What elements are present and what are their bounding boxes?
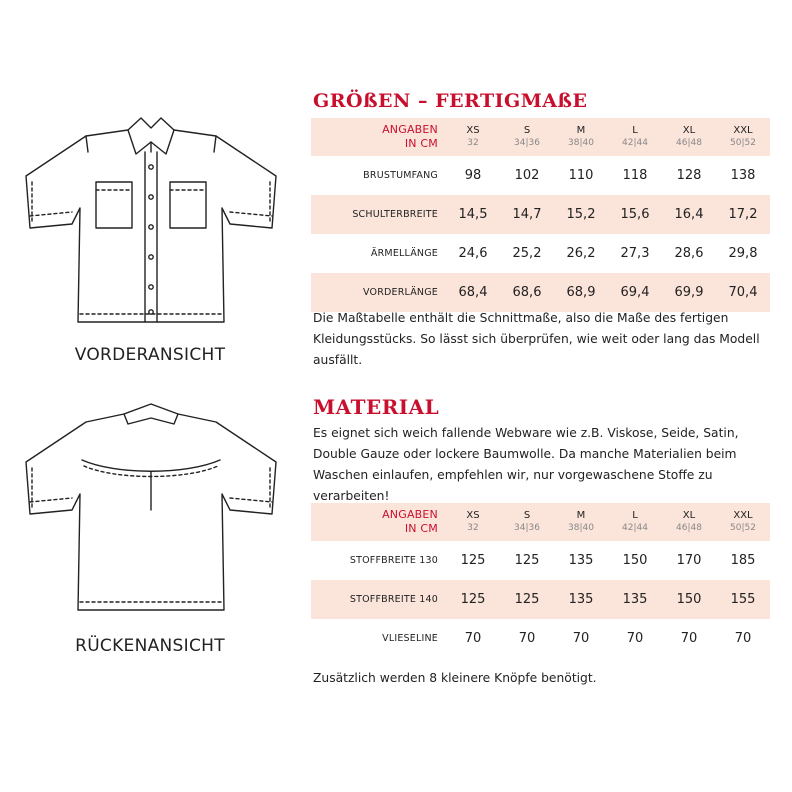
- table-cell: 69,9: [662, 273, 716, 312]
- size-header: XS 32: [446, 503, 500, 541]
- size-header: XL 46|48: [662, 503, 716, 541]
- material-intro: Es eignet sich weich fallende Webware wie z.B. Viskose, Seide, Satin, Double Gauze oder lockere Baumwolle. Da manche Materialien beim Waschen einlaufen, empfehlen wir, nur vorgewaschene Stoffe zu verarbeiten!: [313, 426, 739, 503]
- sizes-heading: GRÖßEN – FERTIGMAßE: [313, 90, 588, 112]
- table-cell: 24,6: [446, 234, 500, 273]
- table-cell: 68,6: [500, 273, 554, 312]
- table-cell: 14,5: [446, 195, 500, 234]
- table-cell: 185: [716, 541, 770, 580]
- table-cell: 28,6: [662, 234, 716, 273]
- row-label: VLIESELINE: [311, 619, 446, 658]
- table-cell: 118: [608, 156, 662, 195]
- table-cell: 29,8: [716, 234, 770, 273]
- header-label-line1: ANGABEN: [382, 123, 438, 136]
- size-header: L 42|44: [608, 503, 662, 541]
- front-view-label: VORDERANSICHT: [74, 345, 226, 365]
- size-header: XS 32: [446, 118, 500, 156]
- table-cell: 98: [446, 156, 500, 195]
- table-cell: 70,4: [716, 273, 770, 312]
- table-cell: 70: [554, 619, 608, 658]
- table-cell: 135: [554, 580, 608, 619]
- header-label-line1: ANGABEN: [382, 508, 438, 521]
- size-header: L 42|44: [608, 118, 662, 156]
- table-cell: 68,9: [554, 273, 608, 312]
- size-header: M 38|40: [554, 118, 608, 156]
- table-cell: 69,4: [608, 273, 662, 312]
- size-header: XXL 50|52: [716, 118, 770, 156]
- material-table: [311, 503, 770, 658]
- table-cell: 15,2: [554, 195, 608, 234]
- table-cell: 70: [662, 619, 716, 658]
- row-label: SCHULTERBREITE: [311, 195, 446, 234]
- table-row: [311, 580, 770, 619]
- header-label: [311, 118, 446, 156]
- table-cell: 25,2: [500, 234, 554, 273]
- size-header: XXL 50|52: [716, 503, 770, 541]
- size-header: S 34|36: [500, 118, 554, 156]
- row-label: STOFFBREITE 140: [311, 580, 446, 619]
- table-cell: 15,6: [608, 195, 662, 234]
- table-row: [311, 195, 770, 234]
- row-label: VORDERLÄNGE: [311, 273, 446, 312]
- back-shirt-illustration: [16, 400, 286, 625]
- table-cell: 17,2: [716, 195, 770, 234]
- table-cell: 155: [716, 580, 770, 619]
- back-view-label: RÜCKENANSICHT: [75, 636, 225, 656]
- table-header-row: [311, 503, 770, 541]
- table-row: [311, 156, 770, 195]
- table-cell: 102: [500, 156, 554, 195]
- size-header: XL 46|48: [662, 118, 716, 156]
- table-cell: 170: [662, 541, 716, 580]
- measurements-note: Die Maßtabelle enthält die Schnittmaße, also die Maße des fertigen Kleidungsstücks. So lässt sich überprüfen, wie weit oder lang das Modell ausfällt.: [313, 311, 760, 367]
- table-cell: 16,4: [662, 195, 716, 234]
- size-header: S 34|36: [500, 503, 554, 541]
- table-cell: 135: [554, 541, 608, 580]
- table-cell: 110: [554, 156, 608, 195]
- table-cell: 68,4: [446, 273, 500, 312]
- table-cell: 125: [446, 580, 500, 619]
- header-label-line2: IN CM: [404, 522, 438, 535]
- table-cell: 26,2: [554, 234, 608, 273]
- material-heading: MATERIAL: [313, 395, 440, 419]
- size-header: M 38|40: [554, 503, 608, 541]
- table-cell: 70: [608, 619, 662, 658]
- row-label: STOFFBREITE 130: [311, 541, 446, 580]
- table-cell: 128: [662, 156, 716, 195]
- buttons-note: Zusätzlich werden 8 kleinere Knöpfe benötigt.: [313, 671, 597, 685]
- finished-measurements-table: [311, 118, 770, 312]
- table-cell: 14,7: [500, 195, 554, 234]
- header-label: [311, 503, 446, 541]
- table-cell: 125: [446, 541, 500, 580]
- table-cell: 150: [608, 541, 662, 580]
- row-label: BRUSTUMFANG: [311, 156, 446, 195]
- table-header-row: [311, 118, 770, 156]
- table-row: [311, 541, 770, 580]
- table-cell: 138: [716, 156, 770, 195]
- header-label-line2: IN CM: [404, 137, 438, 150]
- table-cell: 70: [500, 619, 554, 658]
- table-cell: 70: [446, 619, 500, 658]
- table-cell: 125: [500, 580, 554, 619]
- table-row: [311, 619, 770, 658]
- table-cell: 70: [716, 619, 770, 658]
- table-row: [311, 273, 770, 312]
- table-cell: 27,3: [608, 234, 662, 273]
- row-label: ÄRMELLÄNGE: [311, 234, 446, 273]
- front-shirt-illustration: [16, 112, 286, 337]
- table-cell: 135: [608, 580, 662, 619]
- table-cell: 125: [500, 541, 554, 580]
- table-row: [311, 234, 770, 273]
- table-cell: 150: [662, 580, 716, 619]
